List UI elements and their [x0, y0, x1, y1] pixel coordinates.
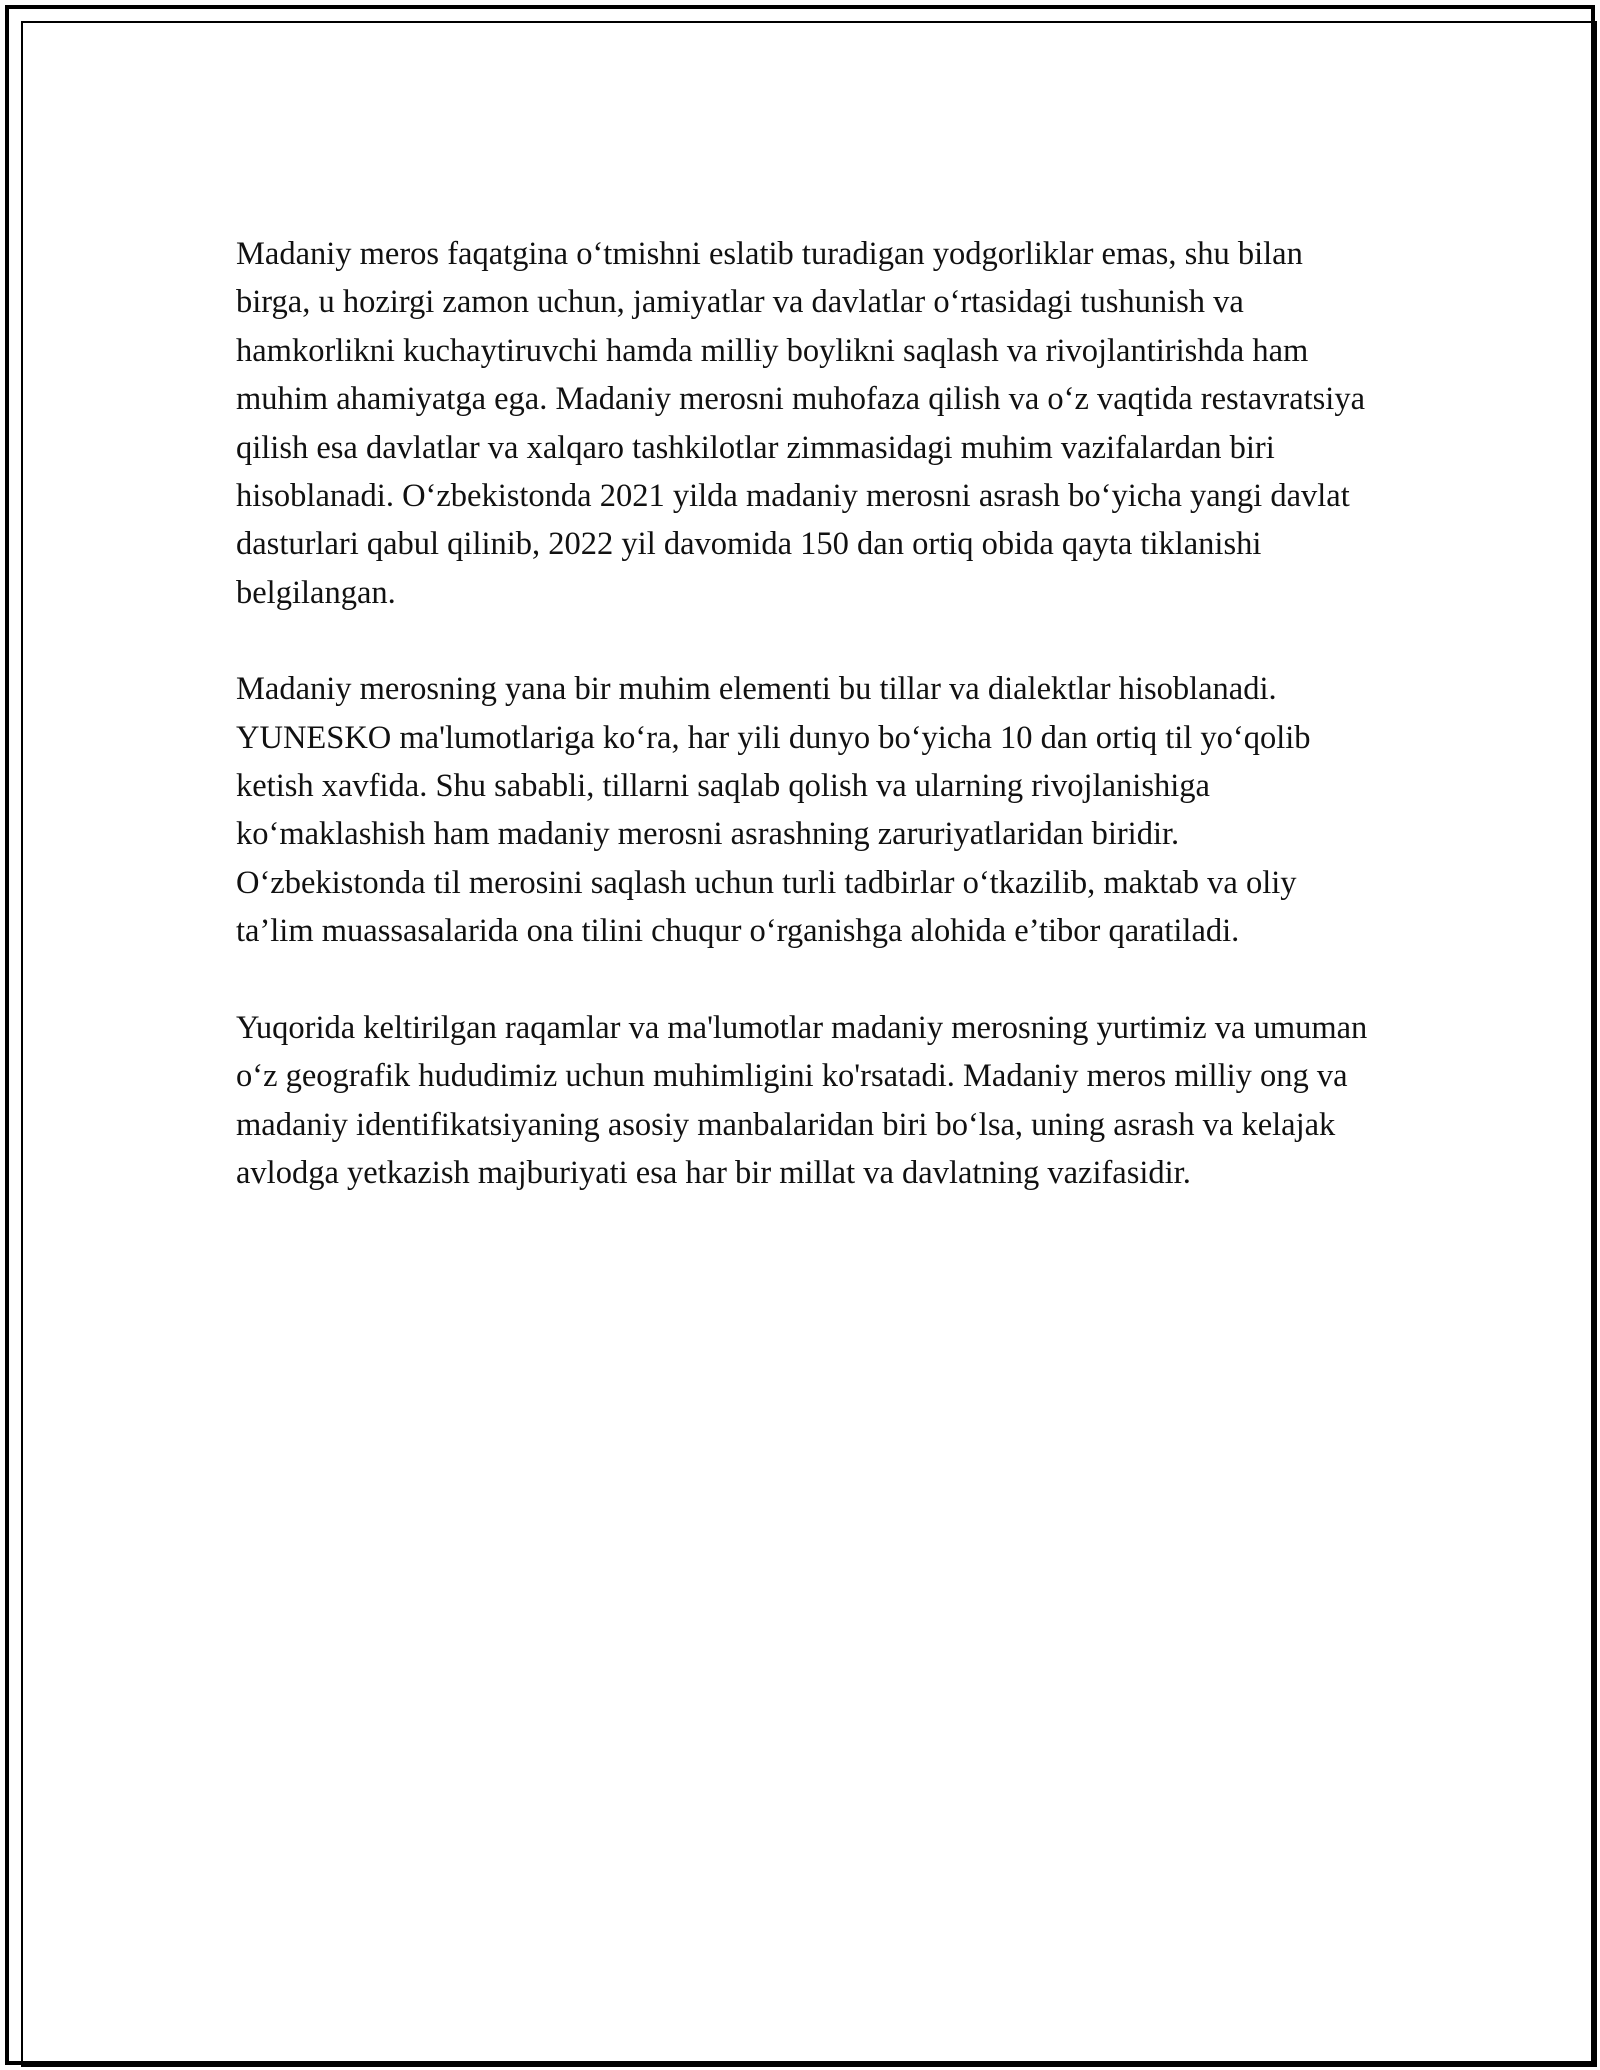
paragraph-2: Madaniy merosning yana bir muhim elementi bu tillar va dialektlar hisoblanadi. YUNESKO ma'lumotlariga ko‘ra, har yili dunyo bo‘yicha 10 dan ortiq til yo‘qolib ketish xavfida. Shu sababli, tillarni saqlab qolish va ularning rivojlanishiga ko‘maklashish ham madaniy merosni asrashning zaruriyatlaridan biridir. O‘zbekistonda til merosini saqlash uchun turli tadbirlar o‘tkazilib, maktab va oliy ta’lim muassasalarida ona tilini chuqur o‘rganishga alohida e’tibor qaratiladi.: [236, 671, 1311, 950]
paragraph-1: Madaniy meros faqatgina o‘tmishni eslatib turadigan yodgorliklar emas, shu bilan birga, u hozirgi zamon uchun, jamiyatlar va davlatlar o‘rtasidagi tushunish va hamkorlikni kuchaytiruvchi hamda milliy boylikni saqlash va rivojlantirishda ham muhim ahamiyatga ega. Madaniy merosni muhofaza qilish va o‘z vaqtida restavratsiya qilish esa davlatlar va xalqaro tashkilotlar zimmasidagi muhim vazifalardan biri hisoblanadi. O‘zbekistonda 2021 yilda madaniy merosni asrash bo‘yicha yangi davlat dasturlari qabul qilinib, 2022 yil davomida 150 dan ortiq obida qayta tiklanishi belgilangan.: [236, 236, 1366, 611]
document-body: [236, 230, 1376, 1245]
paragraph-3: Yuqorida keltirilgan raqamlar va ma'lumotlar madaniy merosning yurtimiz va umuman o‘z geografik hududimiz uchun muhimligini ko'rsatadi. Madaniy meros milliy ong va madaniy identifikatsiyaning asosiy manbalaridan biri bo‘lsa, uning asrash va kelajak avlodga yetkazish majburiyati esa har bir millat va davlatning vazifasidir.: [236, 1009, 1368, 1191]
